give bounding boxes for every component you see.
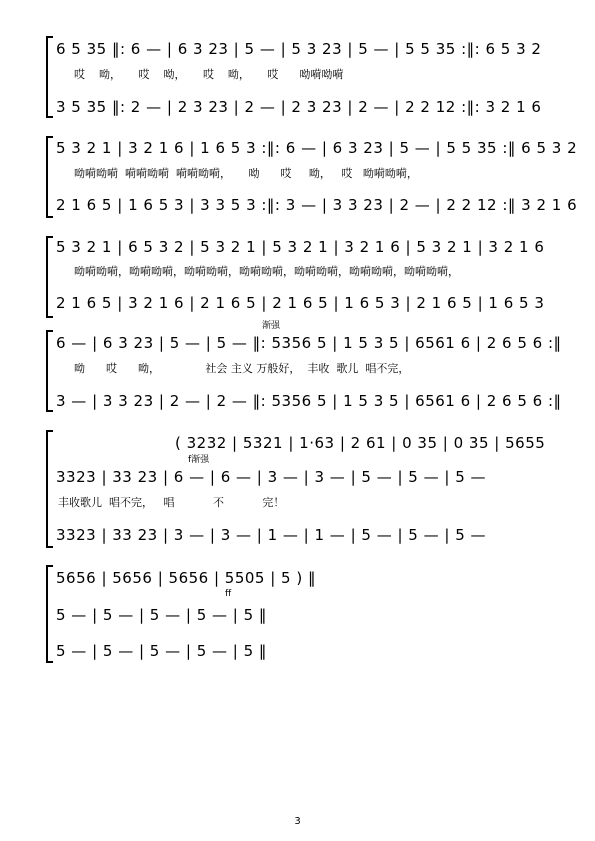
accompaniment-staff: ( 3232 | 5321 | 1·63 | 2 61 | 0 35 | 0 35 | 5655 (175, 434, 546, 452)
accompaniment-staff: 5656 | 5656 | 5656 | 5505 | 5 ) ‖ (56, 569, 316, 587)
upper-staff: 5 — | 5 — | 5 — | 5 — | 5 ‖ (56, 606, 267, 624)
lyrics: 呦嗬呦嗬 嗬嗬呦嗬 嗬嗬呦嗬， 呦 哎 呦， 哎 呦嗬呦嗬， (74, 167, 418, 180)
dynamic-marking: f渐强 (188, 455, 210, 465)
lower-staff: 3 5 35 ‖: 2 — | 2 3 23 | 2 — | 2 3 23 | 2 — | 2 2 12 :‖: 3 2 1 6 (56, 98, 542, 116)
lower-staff: 3 — | 3 3 23 | 2 — | 2 — ‖: 5356 5 | 1 5 3 5 | 6561 6 | 2 6 5 6 :‖ (56, 392, 562, 410)
page-number: 3 (294, 816, 301, 827)
lyrics: 呦嗬呦嗬，呦嗬呦嗬，呦嗬呦嗬，呦嗬呦嗬，呦嗬呦嗬，呦嗬呦嗬，呦嗬呦嗬， (74, 265, 459, 278)
dynamic-marking: ff (225, 589, 232, 599)
lyrics: 哎 呦， 哎 呦， 哎 呦， 哎 呦嗬呦嗬 (74, 68, 344, 81)
dynamic-marking: 渐强 (262, 321, 281, 331)
lyrics: 呦 哎 呦， 社会 主义 万般好， 丰收 歌儿 唱不完， (74, 362, 410, 375)
upper-staff: 6 — | 6 3 23 | 5 — | 5 — ‖: 5356 5 | 1 5 3 5 | 6561 6 | 2 6 5 6 :‖ (56, 334, 562, 352)
upper-staff: 5 3 2 1 | 3 2 1 6 | 1 6 5 3 :‖: 6 — | 6 3 23 | 5 — | 5 5 35 :‖ 6 5 3 2 (56, 139, 578, 157)
system-bracket (46, 236, 48, 318)
lower-staff: 3323 | 33 23 | 3 — | 3 — | 1 — | 1 — | 5 — | 5 — | 5 — (56, 526, 487, 544)
lyrics: 丰收歌儿 唱不完， 唱 不 完！ (58, 496, 285, 509)
system-bracket (46, 330, 48, 412)
upper-staff: 3323 | 33 23 | 6 — | 6 — | 3 — | 3 — | 5 — | 5 — | 5 — (56, 468, 487, 486)
upper-staff: 5 3 2 1 | 6 5 3 2 | 5 3 2 1 | 5 3 2 1 | 3 2 1 6 | 5 3 2 1 | 3 2 1 6 (56, 238, 545, 256)
lower-staff: 2 1 6 5 | 3 2 1 6 | 2 1 6 5 | 2 1 6 5 | 1 6 5 3 | 2 1 6 5 | 1 6 5 3 (56, 294, 545, 312)
system-bracket (46, 136, 48, 218)
system-bracket (46, 430, 48, 548)
system-bracket (46, 36, 48, 118)
lower-staff: 5 — | 5 — | 5 — | 5 — | 5 ‖ (56, 642, 267, 660)
system-bracket (46, 565, 48, 663)
lower-staff: 2 1 6 5 | 1 6 5 3 | 3 3 5 3 :‖: 3 — | 3 3 23 | 2 — | 2 2 12 :‖ 3 2 1 6 (56, 196, 578, 214)
upper-staff: 6 5 35 ‖: 6 — | 6 3 23 | 5 — | 5 3 23 | 5 — | 5 5 35 :‖: 6 5 3 2 (56, 40, 542, 58)
